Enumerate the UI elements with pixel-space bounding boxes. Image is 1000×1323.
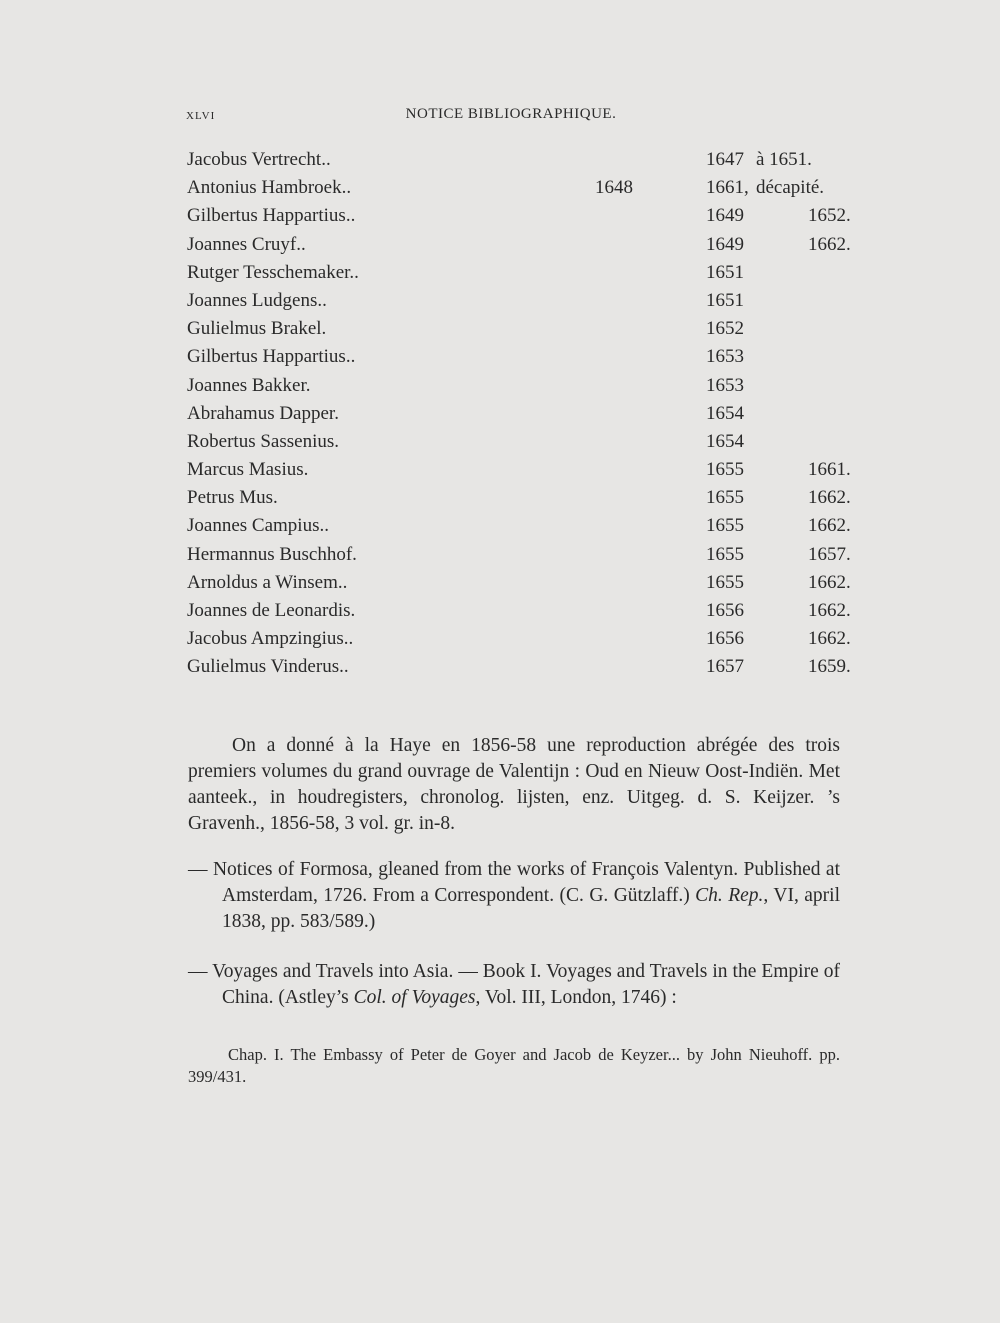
roster-name: Antonius Hambroek.. bbox=[187, 177, 352, 199]
roster-name: Gulielmus Brakel. bbox=[187, 318, 327, 340]
entry-citation: , Vol. III, London, 1746) : bbox=[475, 987, 677, 1008]
roster-name: Arnoldus a Winsem.. bbox=[187, 571, 348, 593]
running-head: NOTICE BIBLIOGRAPHIQUE. bbox=[405, 106, 617, 122]
roster-year-start: 1655 bbox=[706, 543, 744, 565]
entry-journal: Ch. Rep. bbox=[695, 885, 764, 906]
roster-name: Marcus Masius. bbox=[187, 459, 309, 481]
roster-year-end: 1662. bbox=[808, 628, 851, 650]
roster-name: Joannes Cruyf.. bbox=[187, 233, 306, 255]
roster-year-end: 1661. bbox=[808, 459, 851, 481]
roster-row bbox=[187, 541, 851, 569]
roster-year-end: 1657. bbox=[808, 543, 851, 565]
roster-row bbox=[187, 259, 839, 287]
roster-year-end: 1652. bbox=[808, 205, 851, 227]
roster-year-start: 1655 bbox=[706, 459, 744, 481]
paragraph-valentijn-reproduction: On a donné à la Haye en 1856-58 une reproduction abrégée des trois premiers volumes du grand ouvrage de Valentijn : Oud en Nieuw Oost-Indiën. Met aanteek., in houdregisters, chronolog. lijsten, enz. Uitgeg. d. S. Keijzer. ’s Gravenh., 1856-58, 3 vol. gr. in-8. bbox=[188, 735, 840, 834]
roster-row bbox=[187, 653, 851, 681]
roster-name: Robertus Sassenius. bbox=[187, 430, 339, 452]
roster-name: Joannes de Leonardis. bbox=[187, 600, 356, 621]
roster-row bbox=[187, 625, 851, 653]
roster-row bbox=[187, 372, 839, 400]
bibliography-entry-formosa bbox=[188, 857, 840, 935]
roster-year-start: 1649 bbox=[706, 233, 744, 255]
roster-row bbox=[187, 597, 851, 625]
entry-citation: , VI, april 1838, pp. 583/589.) bbox=[222, 885, 840, 932]
roster-row bbox=[187, 428, 839, 456]
roster-year-start: 1656 bbox=[706, 600, 744, 621]
roster-row bbox=[187, 343, 839, 371]
roster-year-start: 1653 bbox=[706, 374, 744, 396]
roster-row bbox=[187, 569, 851, 597]
roster-name: Jacobus Vertrecht.. bbox=[187, 149, 331, 170]
roster-name: Gilbertus Happartius.. bbox=[187, 205, 356, 227]
roster-year-start: 1655 bbox=[706, 487, 744, 509]
roster-year-start: 1651 bbox=[706, 261, 744, 283]
roster-row bbox=[187, 456, 851, 484]
roster-name: Jacobus Ampzingius.. bbox=[187, 628, 354, 650]
roster-year-start: 1649 bbox=[706, 205, 744, 227]
roster-name: Joannes Bakker. bbox=[187, 374, 311, 396]
roster-year-start: 1652 bbox=[706, 318, 744, 340]
roster-row bbox=[187, 231, 851, 259]
roster-year-start: 1653 bbox=[706, 346, 744, 368]
bibliography-entry-astley bbox=[188, 959, 840, 1011]
roster-year-start: 1657 bbox=[706, 656, 744, 678]
roster-year-start: 1661, bbox=[706, 177, 749, 199]
roster-name: Abrahamus Dapper. bbox=[187, 402, 339, 424]
roster-year-start: 1655 bbox=[706, 515, 744, 537]
roster-year-start: 1647 bbox=[706, 149, 744, 170]
clergy-roster bbox=[187, 146, 851, 682]
entry-text: — Notices of Formosa, gleaned from the works of François Valentyn. Published at Amsterdam, 1726. From a Correspondent. (C. G. Gützlaff.) bbox=[188, 859, 840, 906]
roster-year-start: 1655 bbox=[706, 571, 744, 593]
roster-year-end: 1662. bbox=[808, 233, 851, 255]
roster-name: Gilbertus Happartius.. bbox=[187, 346, 356, 368]
roster-row bbox=[187, 174, 839, 202]
roster-year-end: 1662. bbox=[808, 487, 851, 509]
roster-year-end: 1659. bbox=[808, 656, 851, 678]
chapter-note: Chap. I. The Embassy of Peter de Goyer and Jacob de Keyzer... by John Nieuhoff. pp. 399/431. bbox=[188, 1045, 840, 1086]
page-number: XLVI bbox=[186, 110, 216, 122]
roster-row bbox=[187, 287, 839, 315]
roster-name: Hermannus Buschhof. bbox=[187, 543, 357, 565]
roster-name: Joannes Ludgens.. bbox=[187, 289, 327, 311]
roster-year-start: 1654 bbox=[706, 430, 744, 452]
roster-year-end: 1662. bbox=[808, 600, 851, 621]
roster-row bbox=[187, 146, 839, 174]
entry-text: — Voyages and Travels into Asia. — Book I. Voyages and Travels in the Empire of China. (Astley’s bbox=[188, 961, 840, 1008]
roster-year-start: 1651 bbox=[706, 289, 744, 311]
roster-name: Petrus Mus. bbox=[187, 487, 278, 509]
roster-row bbox=[187, 315, 839, 343]
roster-row bbox=[187, 512, 851, 540]
roster-year-end: 1662. bbox=[808, 571, 851, 593]
roster-year-end: à 1651. bbox=[756, 149, 812, 170]
roster-name: Gulielmus Vinderus.. bbox=[187, 656, 349, 678]
roster-year-end: 1662. bbox=[808, 515, 851, 537]
entry-collection: Col. of Voyages bbox=[353, 987, 476, 1008]
roster-year-end: décapité. bbox=[756, 177, 825, 199]
roster-year-mid: 1648 bbox=[595, 177, 633, 199]
roster-year-start: 1656 bbox=[706, 628, 744, 650]
roster-row bbox=[187, 400, 839, 428]
roster-row bbox=[187, 484, 851, 512]
roster-row bbox=[187, 202, 851, 230]
roster-year-start: 1654 bbox=[706, 402, 744, 424]
roster-name: Rutger Tesschemaker.. bbox=[187, 261, 359, 283]
roster-name: Joannes Campius.. bbox=[187, 515, 329, 537]
